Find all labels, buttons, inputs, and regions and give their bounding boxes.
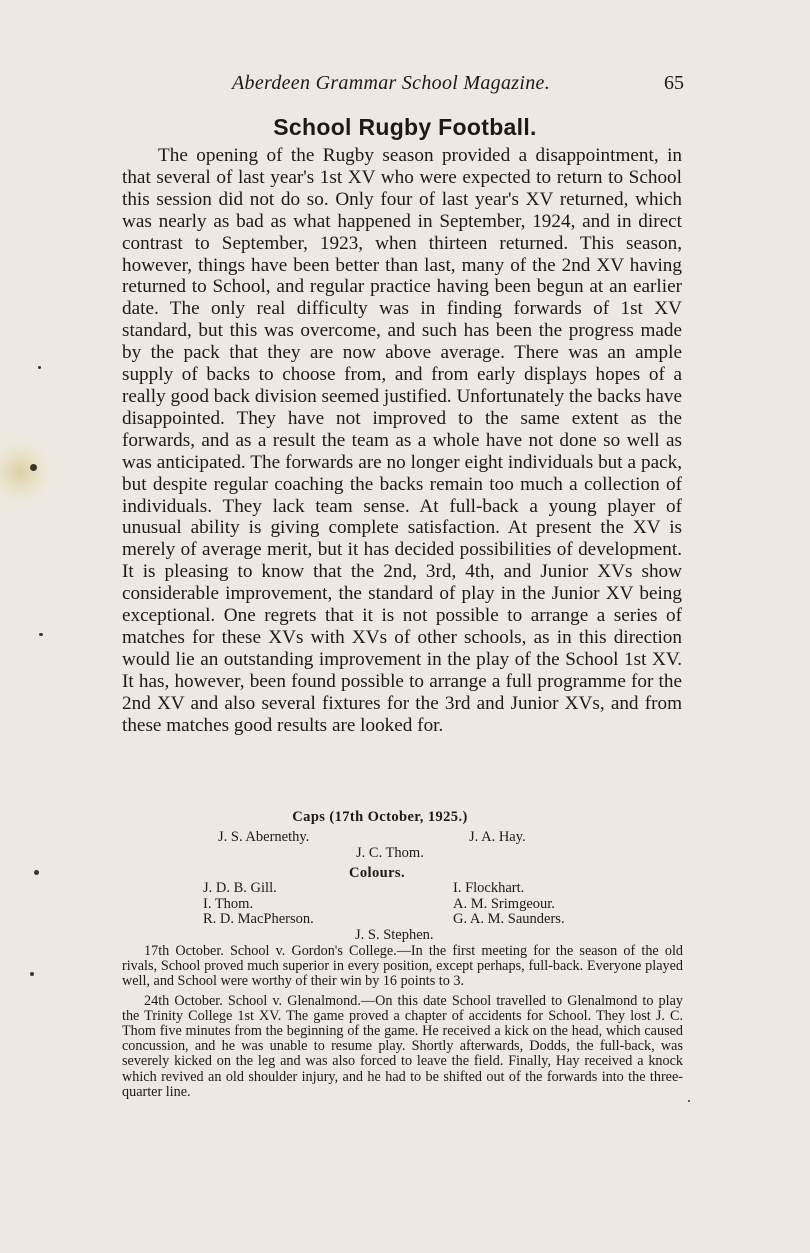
margin-mark: [30, 464, 37, 471]
match-report: 17th October. School v. Gordon's College.—In the first meeting for the season of the old rivals, School proved much superior in every position, except perhaps, full-back. Everyone played well, and School were worthy of their win by 16 points to 3.: [122, 943, 683, 990]
running-header: [232, 72, 684, 96]
margin-mark: [688, 1100, 690, 1102]
caps-name-right: J. A. Hay.: [469, 829, 526, 845]
colours-name: G. A. M. Saunders.: [453, 911, 565, 928]
caps-name-left: J. S. Abernethy.: [218, 829, 310, 845]
colours-name-centre: J. S. Stephen.: [355, 927, 434, 943]
match-report: 24th October. School v. Glenalmond.—On this date School travelled to Glenalmond to play the Trinity College 1st XV. The game proved a chapter of accidents for School. They lost J. C. Thom five minutes from the beginning of the game. He received a kick on the head, which caused concussion, and he was unable to resume play. Shortly afterwards, Dodds, the full-back, was severely kicked on the leg and was also forced to leave the field. Finally, Hay received a knock which revived an old shoulder injury, and he had to be shifted out of the forwards into the three-quarter line.: [122, 992, 683, 1100]
colours-name: I. Flockhart.: [453, 880, 525, 896]
magazine-title: Aberdeen Grammar School Magazine.: [232, 72, 550, 94]
margin-mark: [30, 972, 34, 976]
colours-name: A. M. Srimgeour.: [453, 895, 555, 912]
colours-left-list: [203, 881, 314, 928]
colours-heading: Colours.: [349, 865, 405, 881]
article-paragraph: The opening of the Rugby season provided a disappointment, in that several of last year's 1st XV who were expected to return to School this session did not do so. Only four of last year's XV returned, which was nearly as bad as what happened in September, 1924, and in direct contrast to September, 1923, when thirteen returned. This season, however, things have been better than last, many of the 2nd XV having returned to School, and regular practice having been begun at an earlier date. The only real difficulty was in finding forwards of 1st XV standard, but this was overcome, and such has been the progress made by the pack that they are now above average. There was an ample supply of backs to choose from, and from early displays hopes of a really good back division seemed justified. Unfortunately the backs have disappointed. They have not improved to the same extent as the forwards, and as a result the team as a whole have not done so well as was anticipated. The forwards are no longer eight individuals but a pack, but despite regular coaching the backs remain too much a collection of individuals. They lack team sense. At full-back a young player of unusual ability is giving complete satisfaction. At present the XV is merely of average merit, but it has decided possibilities of development. It is pleasing to know that the 2nd, 3rd, 4th, and Junior XVs show considerable improvement, the standard of play in the Junior XV being exceptional. One regrets that it is not possible to arrange a series of matches for these XVs with XVs of other schools, as in this direction would lie an outstanding improvement in the play of the School 1st XV. It has, however, been found possible to arrange a full programme for the 2nd XV and also several fixtures for the 3rd and Junior XVs, and from these matches good results are looked for.: [122, 145, 682, 736]
article-body: [122, 145, 682, 736]
colours-name: R. D. MacPherson.: [203, 911, 314, 928]
margin-mark: [38, 366, 41, 369]
paper-stain: [0, 440, 52, 504]
page-number: 65: [664, 72, 684, 94]
article-title: School Rugby Football.: [273, 114, 537, 140]
margin-mark: [39, 633, 43, 636]
match-reports: [122, 944, 683, 1104]
caps-name-centre: J. C. Thom.: [356, 845, 424, 861]
colours-name: I. Thom.: [203, 895, 254, 912]
colours-name: J. D. B. Gill.: [203, 880, 277, 896]
colours-right-list: [453, 881, 565, 928]
caps-heading: Caps (17th October, 1925.): [292, 809, 468, 825]
